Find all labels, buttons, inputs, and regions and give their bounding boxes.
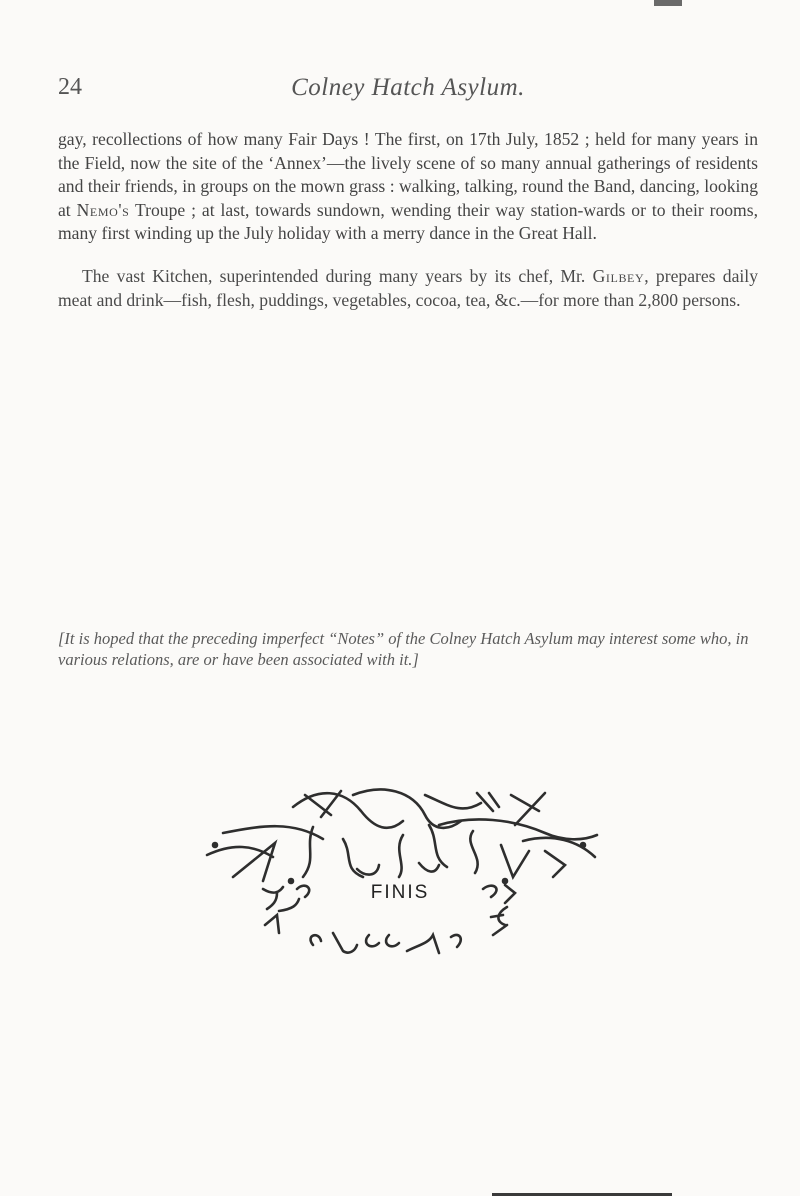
paragraph-text: The vast Kitchen, superintended during many years by its chef, Mr. xyxy=(82,265,593,286)
paragraph-text: gay, recollections of how many Fair Days ! The first, on 17th July, 1852 ; held for many years in the Field, now the site of the ‘Annex’—the lively scene of so many annual gatherings of residents and their friends, in groups on the mown grass : walking, talking, round the Band, dancing, looking at xyxy=(58,129,758,220)
finis-label: FINIS xyxy=(370,882,430,903)
body-text xyxy=(58,128,758,338)
page-header xyxy=(58,74,758,108)
decorative-flourish-icon xyxy=(193,785,603,960)
name-gilbey: Gilbey xyxy=(592,265,645,286)
page-number: 24 xyxy=(58,74,82,100)
closing-note: [It is hoped that the preceding imperfect “Notes” of the Colney Hatch Asylum may interest some who, in various relations, are or have been associated with it.] xyxy=(58,629,749,669)
name-nemo: Nemo's xyxy=(76,199,130,220)
paragraph-kitchen xyxy=(58,265,758,312)
scan-edge-mark xyxy=(654,0,682,6)
paragraph-text: , prepares daily meat and drink—fish, flesh, puddings, vegetables, cocoa, tea, &c.—for more than 2,800 persons. xyxy=(58,265,758,310)
paragraph-text: Troupe ; at last, towards sundown, wending their way station-wards or to their rooms, many first winding up the July holiday with a merry dance in the Great Hall. xyxy=(58,199,758,244)
paragraph-fair-days xyxy=(58,128,758,246)
running-title: Colney Hatch Asylum. xyxy=(291,74,525,101)
